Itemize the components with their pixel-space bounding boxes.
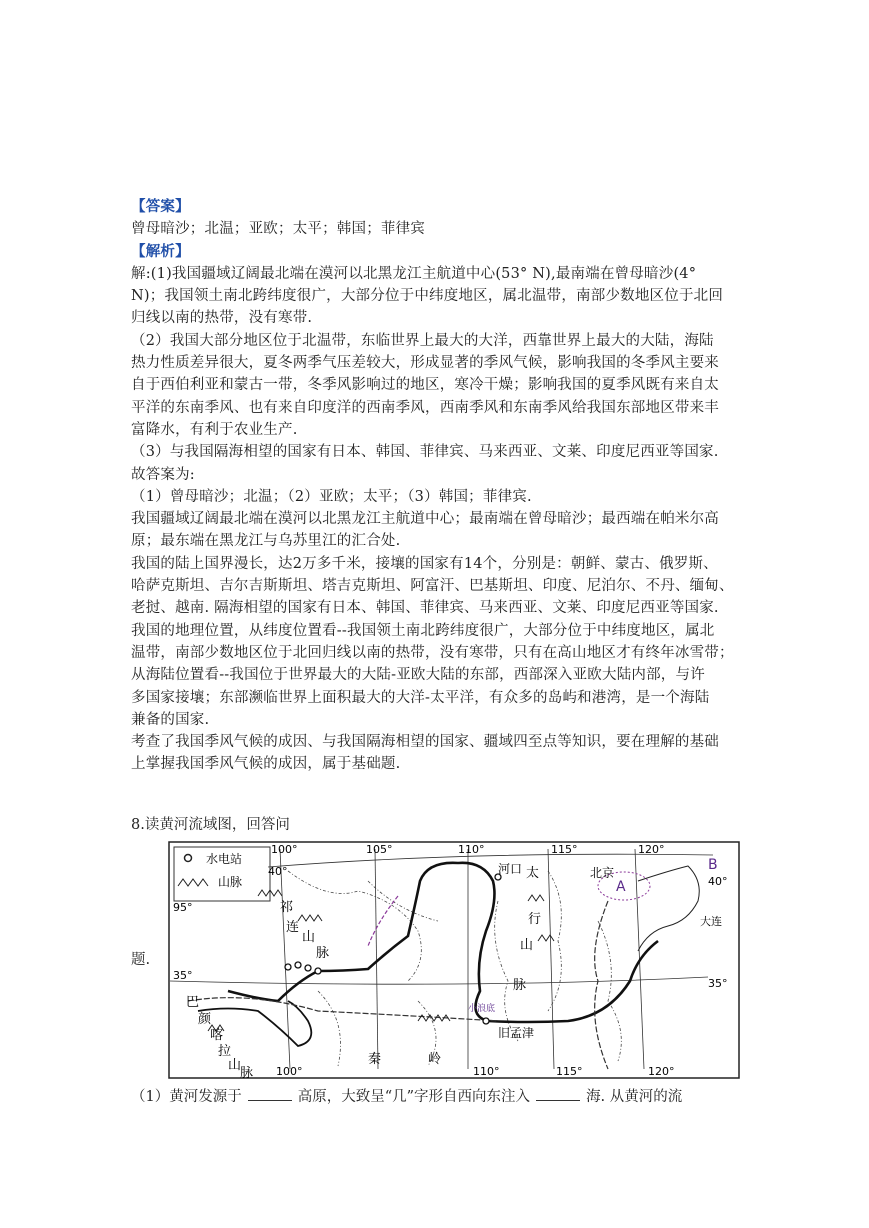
place-beijing: 北京 (590, 866, 615, 880)
analysis-line: 富降水，有利于农业生产. (131, 421, 298, 438)
place-xiaolangdi: 小浪底 (468, 1004, 496, 1014)
analysis-line: （2）我国大部分地区位于北温带，东临世界上最大的大洋，西靠世界上最大的大陆，海陆 (131, 332, 714, 349)
map-svg (168, 841, 740, 1079)
mtn-qin: 秦 (368, 1052, 382, 1067)
analysis-line: 考查了我国季风气候的成因、与我国隔海相望的国家、疆域四至点等知识，要在理解的基础 (131, 734, 719, 751)
mtn-qi: 祁 (280, 900, 294, 915)
analysis-line: 解:(1)我国疆域辽阔最北端在漠河以北黑龙江主航道中心(53° N),最南端在曾母暗沙(4° (131, 265, 697, 282)
place-dalian: 大连 (700, 915, 722, 928)
mtn-shan3: 山 (228, 1058, 242, 1073)
mtn-tai: 太 (526, 866, 540, 881)
analysis-line: 温带，南部少数地区位于北回归线以南的热带，没有寒带，只有在高山地区才有终年冰雪带； (131, 644, 734, 661)
analysis-line: 兼备的国家. (131, 711, 210, 728)
sub1-prefix: （1）黄河发源于 (131, 1089, 242, 1105)
question-title: 8.读黄河流域图，回答问 (131, 817, 290, 833)
analysis-line: 故答案为: (131, 466, 195, 483)
analysis-line: 从海陆位置看--我国位于世界最大的大陆-亚欧大陆的东部，西部深入亚欧大陆内部，与许 (131, 667, 705, 684)
lon-110-top: 110° (458, 843, 485, 856)
mtn-shan1: 山 (302, 930, 316, 945)
yellow-river-map (168, 841, 740, 1079)
answer-text: 曾母暗沙；北温；亚欧；太平；韩国；菲律宾 (131, 221, 425, 238)
analysis-line: 上掌握我国季风气候的成因，属于基础题. (131, 756, 401, 773)
analysis-line: 热力性质差异很大，夏冬两季气压差较大，形成显著的季风气候，影响我国的冬季风主要来 (131, 355, 719, 372)
lon-100-bottom: 100° (276, 1065, 303, 1078)
analysis-line: （3）与我国隔海相望的国家有日本、韩国、菲律宾、马来西亚、文莱、印度尼西亚等国家. (131, 444, 719, 461)
mtn-la: 拉 (218, 1044, 232, 1059)
mtn-mai1: 脉 (316, 946, 330, 961)
mtn-mai2: 脉 (513, 978, 527, 993)
blank-1[interactable] (248, 1088, 292, 1101)
lon-105-top: 105° (366, 843, 393, 856)
mtn-shan2: 山 (520, 938, 534, 953)
mtn-lian: 连 (286, 920, 300, 935)
place-jiumengjin: 旧孟津 (498, 1026, 535, 1040)
legend-station-label: 水电站 (206, 852, 243, 866)
mtn-ba: 巴 (186, 995, 200, 1010)
mtn-ka: 喀 (210, 1028, 224, 1043)
analysis-line: 我国的陆上国界漫长，达2万多千米，接壤的国家有14个，分别是：朝鲜、蒙古、俄罗斯、 (131, 555, 718, 572)
question-title-tail: 题. (131, 952, 151, 968)
analysis-line: 归线以南的热带，没有寒带. (131, 310, 313, 327)
lon-110-bottom: 110° (473, 1065, 500, 1078)
area-A-label: A (616, 879, 626, 895)
area-B-label: B (708, 857, 718, 873)
analysis-line: 我国的地理位置，从纬度位置看--我国领土南北跨纬度很广，大部分位于中纬度地区，属北 (131, 622, 715, 639)
place-hekou: 河口 (498, 862, 523, 876)
mtn-xing: 行 (528, 912, 542, 927)
question-sub1 (131, 1085, 682, 1106)
analysis-line: 我国疆域辽阔最北端在漠河以北黑龙江主航道中心；最南端在曾母暗沙；最西端在帕米尔高 (131, 511, 719, 528)
mtn-mai3: 脉 (240, 1066, 254, 1079)
lat-35-right: 35° (708, 977, 728, 990)
analysis-body (131, 263, 741, 776)
sub1-mid: 高原，大致呈“几”字形自西向东注入 (297, 1089, 531, 1105)
blank-2[interactable] (536, 1088, 580, 1101)
answer-analysis-block (131, 196, 741, 776)
mtn-yan: 颜 (198, 1012, 212, 1027)
analysis-line: 自于西伯利亚和蒙古一带，冬季风影响过的地区，寒冷干燥；影响我国的夏季风既有来自太 (131, 377, 719, 394)
lon-120-top: 120° (638, 843, 665, 856)
lon-120-bottom: 120° (648, 1065, 675, 1078)
analysis-line: 平洋的东南季风、也有来自印度洋的西南季风，西南季风和东南季风给我国东部地区带来丰 (131, 399, 719, 416)
analysis-line: 多国家接壤；东部濒临世界上面积最大的大洋-太平洋，有众多的岛屿和港湾，是一个海陆 (131, 689, 710, 706)
analysis-line: （1）曾母暗沙；北温；（2）亚欧；太平；（3）韩国；菲律宾. (131, 488, 532, 505)
lon-115-top: 115° (551, 843, 578, 856)
analysis-heading: 【解析】 (131, 242, 190, 260)
analysis-line: 哈萨克斯坦、吉尔吉斯斯坦、塔吉克斯坦、阿富汗、巴基斯坦、印度、尼泊尔、不丹、缅甸、 (131, 578, 734, 595)
analysis-line: 原；最东端在黑龙江与乌苏里江的汇合处. (131, 533, 401, 550)
lat-40-left: 40° (268, 865, 288, 878)
lat-40-right: 40° (708, 875, 728, 888)
lat-35-left: 35° (173, 969, 193, 982)
mtn-ling: 岭 (428, 1052, 442, 1067)
sub1-end: 海. 从黄河的流 (586, 1089, 683, 1105)
answer-heading: 【答案】 (131, 198, 190, 215)
analysis-line: 老挝、越南. 隔海相望的国家有日本、韩国、菲律宾、马来西亚、文莱、印度尼西亚等国家. (131, 600, 719, 617)
analysis-line: N)；我国领土南北跨纬度很广，大部分位于中纬度地区，属北温带，南部少数地区位于北回 (131, 288, 724, 305)
legend-mountain-label: 山脉 (218, 875, 243, 889)
lon-100-top: 100° (271, 843, 298, 856)
lon-115-bottom: 115° (556, 1065, 583, 1078)
lon-95-left: 95° (173, 901, 193, 914)
